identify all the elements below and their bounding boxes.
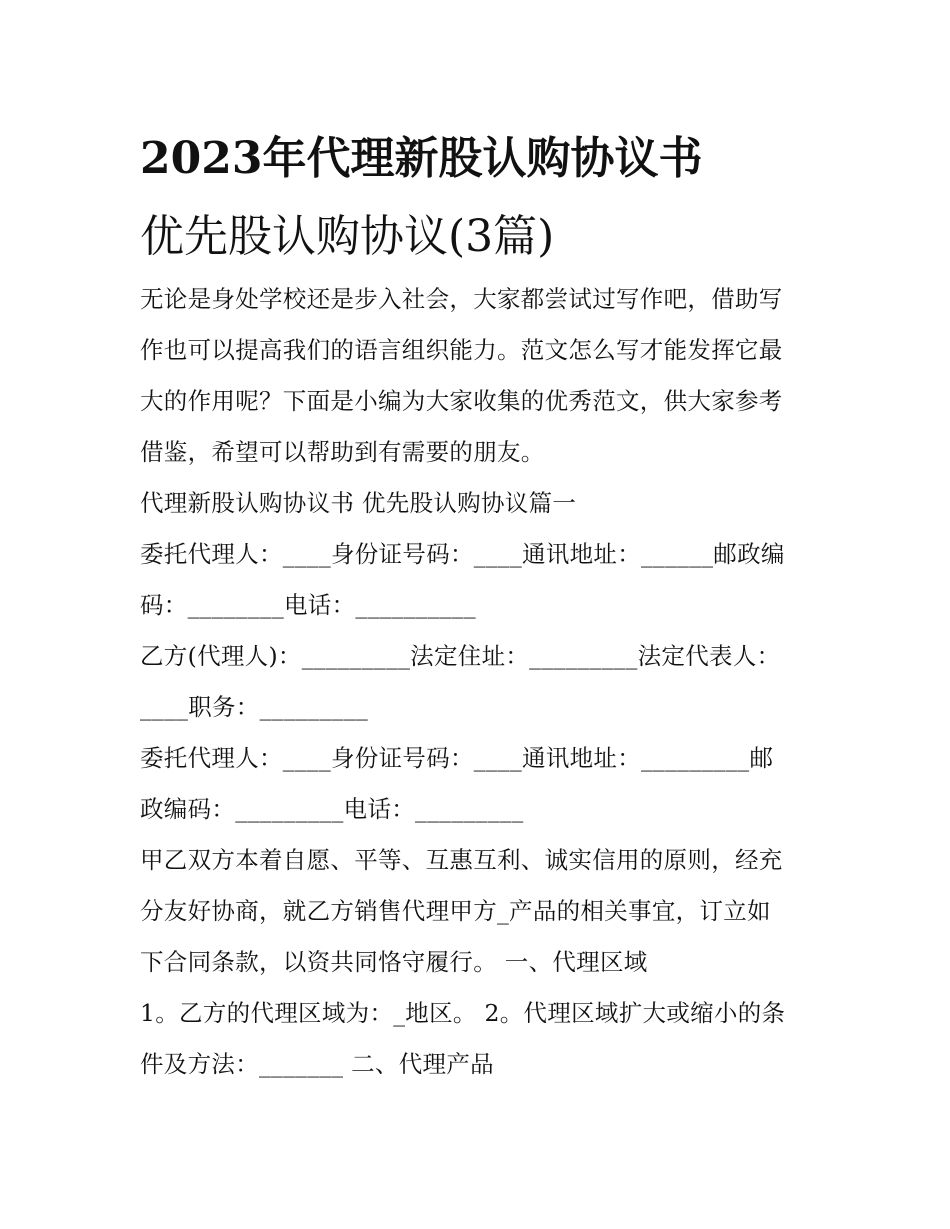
agent-info-line: 委托代理人：____身份证号码：____通讯地址：_________邮 <box>140 744 774 772</box>
clause-line: 1。乙方的代理区域为：_地区。 2。代理区域扩大或缩小的条 <box>140 999 786 1027</box>
intro-line: 大的作用呢？下面是小编为大家收集的优秀范文，供大家参考 <box>140 387 783 415</box>
agreement-text-line: 甲乙双方本着自愿、平等、互惠互利、诚实信用的原则，经充 <box>140 846 783 874</box>
party-b-line: ____职务：_________ <box>140 693 369 721</box>
intro-line: 借鉴，希望可以帮助到有需要的朋友。 <box>140 438 545 466</box>
document-title-line-2: 优先股认购协议(3篇) <box>140 211 555 262</box>
document-body <box>140 280 820 1096</box>
intro-line: 作也可以提高我们的语言组织能力。范文怎么写才能发挥它最 <box>140 336 783 364</box>
agent-info-line: 政编码：_________电话：_________ <box>140 795 524 823</box>
section-heading: 代理新股认购协议书 优先股认购协议篇一 <box>140 489 577 517</box>
clause-line: 件及方法：_______ 二、代理产品 <box>140 1050 494 1078</box>
party-b-line: 乙方(代理人)：_________法定住址：_________法定代表人： <box>140 642 781 670</box>
agent-info-line: 委托代理人：____身份证号码：____通讯地址：______邮政编 <box>140 540 785 568</box>
intro-line: 无论是身处学校还是步入社会，大家都尝试过写作吧，借助写 <box>140 285 783 313</box>
agent-info-line: 码：________电话：__________ <box>140 591 476 619</box>
agreement-text-line: 下合同条款，以资共同恪守履行。 一、代理区域 <box>140 948 648 976</box>
document-title-line-1: 2023年代理新股认购协议书 <box>140 133 703 184</box>
agreement-text-line: 分友好协商，就乙方销售代理甲方_产品的相关事宜，订立如 <box>140 897 771 925</box>
